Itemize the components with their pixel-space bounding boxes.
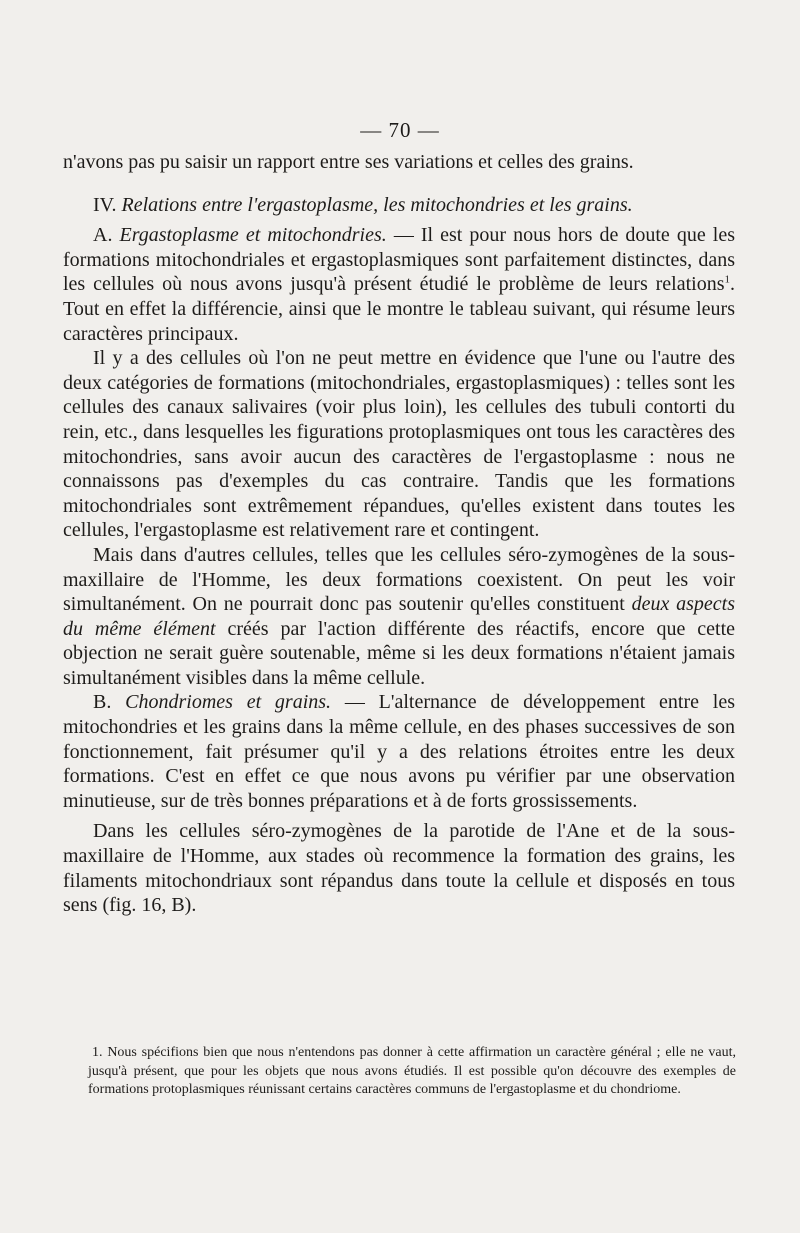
subsection-a-title: Ergastoplasme et mitochondries. [119, 224, 387, 247]
subsection-b-label: B. [93, 691, 112, 714]
paragraph-cell-categories: Il y a des cellules où l'on ne peut mettre en évidence que l'une ou l'autre des deux catégories de formations (mitochondriales, ergastoplasmiques) : telles sont les cellules des canaux salivaires (voir plus loin), les cellules des tubuli contorti du rein, etc., dans lesquelles les figurations protoplasmiques ont tous les caractères des mitochondries, sans avoir aucun des caractères de l'ergastoplasme : nous ne connaissons pas d'exemples du cas contraire. Tandis que les formations mitochondriales sont extrêmement répandues, qu'elles existent dans toutes les cellules, l'ergastoplasme est relativement rare et contingent. [63, 347, 735, 542]
subsection-b-paragraph [63, 690, 735, 813]
footnote-reference[interactable]: 1 [724, 273, 730, 286]
footnotes [88, 1044, 736, 1100]
section-title: Relations entre l'ergastoplasme, les mitochondries et les grains. [121, 193, 633, 216]
footnote-1 [88, 1044, 736, 1100]
subsection-a-text-end: . Tout en effet la différencie, ainsi que le montre le tableau suivant, qui résume leurs caractères principaux. [63, 273, 735, 345]
section-heading-iv [63, 193, 735, 218]
paragraph-continuation: n'avons pas pu saisir un rapport entre ses variations et celles des grains. [63, 151, 634, 173]
page-number: — 70 — [360, 118, 440, 142]
subsection-b-text: — L'alternance de développement entre les mitochondries et les grains dans la même cellule, en des phases successives de son fonctionnement, fait présumer qu'il y a des relations étroites entre les deux formations. C'est en effet ce que nous avons pu vérifier par une observation minutieuse, sur de très bonnes préparations et à de forts grossissements. [63, 691, 736, 812]
paragraph-text: Mais dans d'autres cellules, telles que les cellules séro-zymogènes de la sous-maxillaire de l'Homme, les deux formations coexistent. On peut les voir simultanément. On ne pourrait donc pas soutenir qu'elles constituent [63, 543, 735, 616]
footnote-text: Nous spécifions bien que nous n'entendons pas donner à cette affirmation un caractère général ; elle ne vaut, jusqu'à présent, que pour les objets que nous avons étudiés. Il est possible qu'on découvre des exemples de formations protoplasmiques réunissant certains caractères communs de l'ergastoplasme et du chondriome. [88, 1045, 736, 1098]
footnote-marker: 1. [92, 1045, 103, 1060]
subsection-a-text: — Il est pour nous hors de doute que les formations mitochondriales et ergastoplasmiques sont parfaitement distinctes, dans les cellules où nous avons jusqu'à présent étudié le problème de leurs relations [63, 224, 736, 296]
subsection-a-paragraph [63, 223, 735, 346]
paragraph-parotid: Dans les cellules séro-zymogènes de la parotide de l'Ane et de la sous-maxillaire de l'Homme, aux stades où recommence la formation des grains, les filaments mitochondriaux sont répandus dans toute la cellule et disposés en tous sens (fig. 16, B). [63, 820, 735, 917]
section-numeral: IV. [93, 193, 117, 216]
paragraph-coexistence [63, 543, 735, 691]
body-text [63, 150, 735, 918]
italic-phrase: deux aspects du même élément [63, 593, 736, 640]
paragraph-text: créés par l'action différente des réactifs, encore que cette objection ne serait guère soutenable, même si les deux formations n'étaient jamais simultanément visibles dans la même cellule. [63, 617, 736, 689]
subsection-b-title: Chondriomes et grains. [125, 691, 332, 714]
subsection-a-label: A. [93, 224, 113, 247]
